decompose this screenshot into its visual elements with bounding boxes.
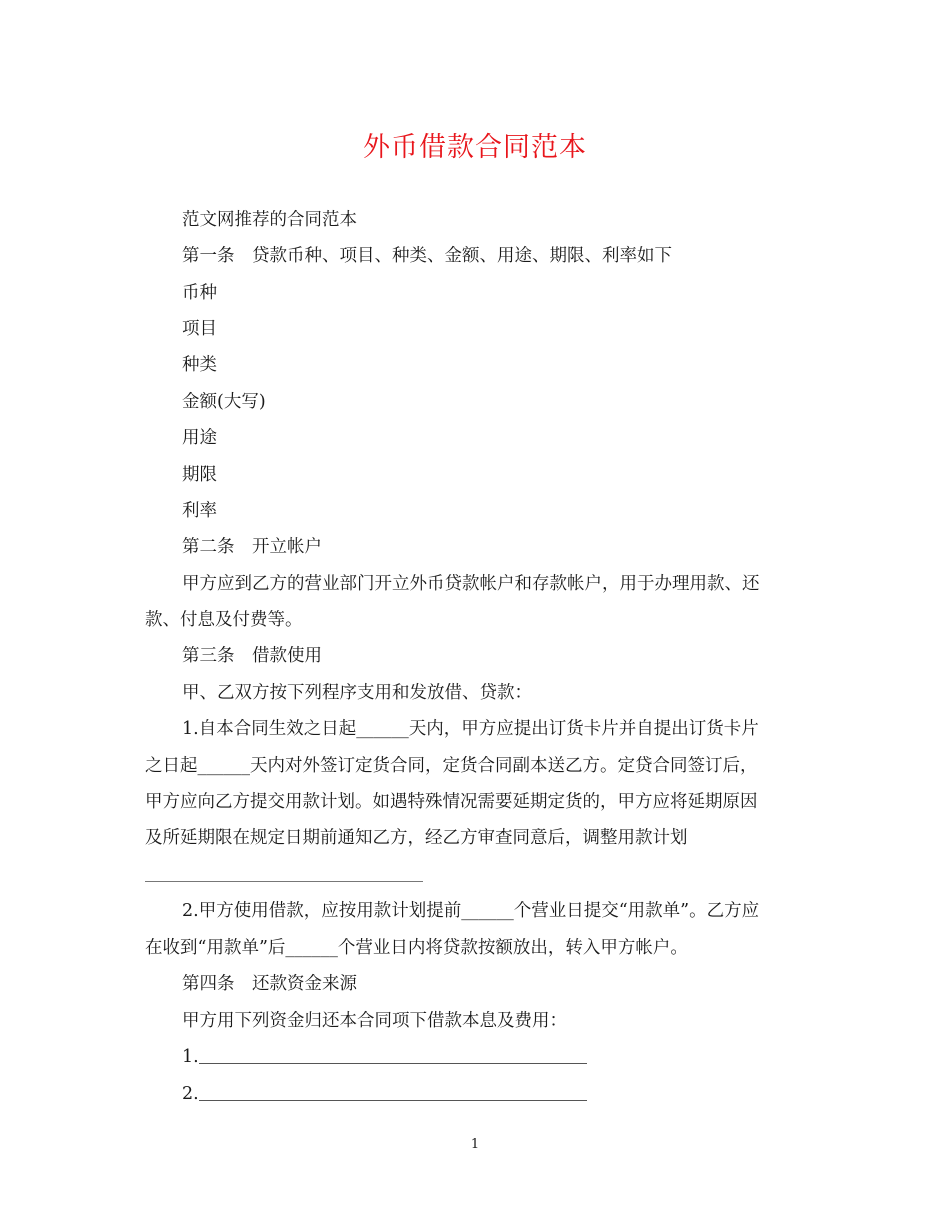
article-3-item-1-line: 之日起______天内对外签订定货合同，定货合同副本送乙方。定贷合同签订后， [145, 756, 758, 776]
article-3-heading: 第三条 借款使用 [182, 646, 322, 666]
article-2-paragraph-line: 款、付息及付费等。 [145, 610, 303, 630]
article-3-intro: 甲、乙双方按下列程序支用和发放借、贷款： [182, 683, 532, 703]
article-4-intro: 甲方用下列资金归还本合同项下借款本息及费用： [182, 1011, 567, 1031]
article-3-item-1-line: 及所延期限在规定日期前通知乙方，经乙方审查同意后，调整用款计划 [145, 828, 688, 848]
field-project: 项目 [182, 319, 217, 339]
field-rate: 利率 [182, 501, 217, 521]
blank-fill-line [199, 1082, 587, 1101]
footnote-separator [145, 881, 423, 882]
item-number: 2. [182, 1084, 199, 1104]
field-term: 期限 [182, 465, 217, 485]
article-3-item-2-line: 2.甲方使用借款，应按用款计划提前______个营业日提交“用款单”。乙方应 [182, 901, 760, 921]
article-2-paragraph-line: 甲方应到乙方的营业部门开立外币贷款帐户和存款帐户，用于办理用款、还 [182, 574, 760, 594]
article-3-item-1-line: 1.自本合同生效之日起______天内，甲方应提出订货卡片并自提出订货卡片 [182, 719, 759, 739]
blank-fill-line [199, 1045, 587, 1064]
field-type: 种类 [182, 355, 217, 375]
field-currency: 币种 [182, 283, 217, 303]
page-number: 1 [470, 1137, 480, 1152]
article-2-heading: 第二条 开立帐户 [182, 537, 322, 557]
article-4-item-1 [182, 1043, 587, 1071]
item-number: 1. [182, 1047, 199, 1067]
article-1-heading: 第一条 贷款币种、项目、种类、金额、用途、期限、利率如下 [182, 246, 672, 266]
article-4-heading: 第四条 还款资金来源 [182, 974, 357, 994]
document-title: 外币借款合同范本 [363, 132, 587, 163]
field-purpose: 用途 [182, 428, 217, 448]
article-3-item-2-line: 在收到“用款单”后______个营业日内将贷款按额放出，转入甲方帐户。 [145, 938, 688, 958]
intro-line: 范文网推荐的合同范本 [182, 210, 357, 230]
field-amount: 金额(大写) [182, 392, 266, 412]
article-4-item-2 [182, 1080, 587, 1108]
article-3-item-1-line: 甲方应向乙方提交用款计划。如遇特殊情况需要延期定货的，甲方应将延期原因 [145, 792, 758, 812]
